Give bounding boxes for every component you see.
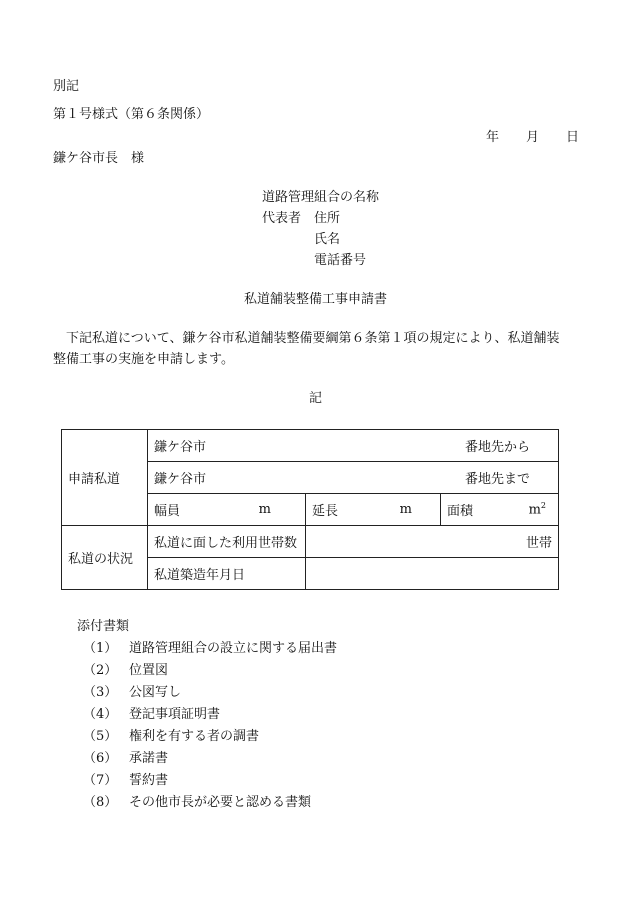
households-cell[interactable] <box>306 526 559 558</box>
org-name-label: 道路管理組合の名称 <box>262 190 380 205</box>
list-item: （5） 権利を有する者の調書 <box>83 729 260 744</box>
list-item: （6） 承諾書 <box>83 751 169 766</box>
status-label: 私道の状況 <box>62 526 148 590</box>
households-unit: 世帯 <box>526 536 553 551</box>
to-city: 鎌ケ谷市 <box>154 472 207 487</box>
width-cell[interactable] <box>148 494 306 526</box>
width-unit: m <box>258 502 271 517</box>
body-line-2: 整備工事の実施を申請します。 <box>53 352 234 367</box>
representative-label: 代表者 <box>262 211 302 226</box>
list-item: （4） 登記事項証明書 <box>83 707 221 722</box>
address-label: 住所 <box>314 211 341 226</box>
date-day: 日 <box>566 130 580 145</box>
name-label: 氏名 <box>314 232 341 247</box>
to-cell[interactable] <box>148 462 559 494</box>
to-suffix: 番地先まで <box>465 472 531 487</box>
list-item: （1） 道路管理組合の設立に関する届出書 <box>83 641 338 656</box>
date-month: 月 <box>526 130 540 145</box>
application-table <box>61 429 559 590</box>
table-row <box>62 430 559 462</box>
width-label: 幅員 <box>154 504 181 519</box>
list-item: （7） 誓約書 <box>83 773 169 788</box>
from-suffix: 番地先から <box>465 440 531 455</box>
list-item: （2） 位置図 <box>83 663 169 678</box>
from-city: 鎌ケ谷市 <box>154 440 207 455</box>
area-unit: m <box>528 502 541 518</box>
ki-label: 記 <box>309 391 323 406</box>
length-label: 延長 <box>312 504 339 519</box>
table-row <box>62 526 559 558</box>
area-cell[interactable] <box>441 494 559 526</box>
from-cell[interactable] <box>148 430 559 462</box>
households-label: 私道に面した利用世帯数 <box>148 526 306 558</box>
addressee: 鎌ケ谷市長 様 <box>53 151 145 166</box>
area-unit-sup: 2 <box>540 501 547 511</box>
list-item: （3） 公図写し <box>83 685 182 700</box>
annex-label: 別記 <box>53 79 80 94</box>
built-date-cell[interactable] <box>306 558 559 590</box>
date-line <box>480 130 580 146</box>
road-label: 申請私道 <box>62 430 148 526</box>
date-year: 年 <box>486 130 500 145</box>
area-label: 面積 <box>447 504 474 519</box>
built-date-label: 私道築造年月日 <box>148 558 306 590</box>
document-title: 私道舗装整備工事申請書 <box>244 292 388 307</box>
length-unit: m <box>399 502 412 517</box>
body-line-1: 下記私道について、鎌ケ谷市私道舗装整備要綱第６条第１項の規定により、私道舗装 <box>66 331 560 346</box>
attachments-heading: 添付書類 <box>77 619 130 634</box>
phone-label: 電話番号 <box>314 253 367 268</box>
list-item: （8） その他市長が必要と認める書類 <box>83 795 312 810</box>
form-number: 第１号様式（第６条関係） <box>53 107 210 122</box>
length-cell[interactable] <box>306 494 441 526</box>
